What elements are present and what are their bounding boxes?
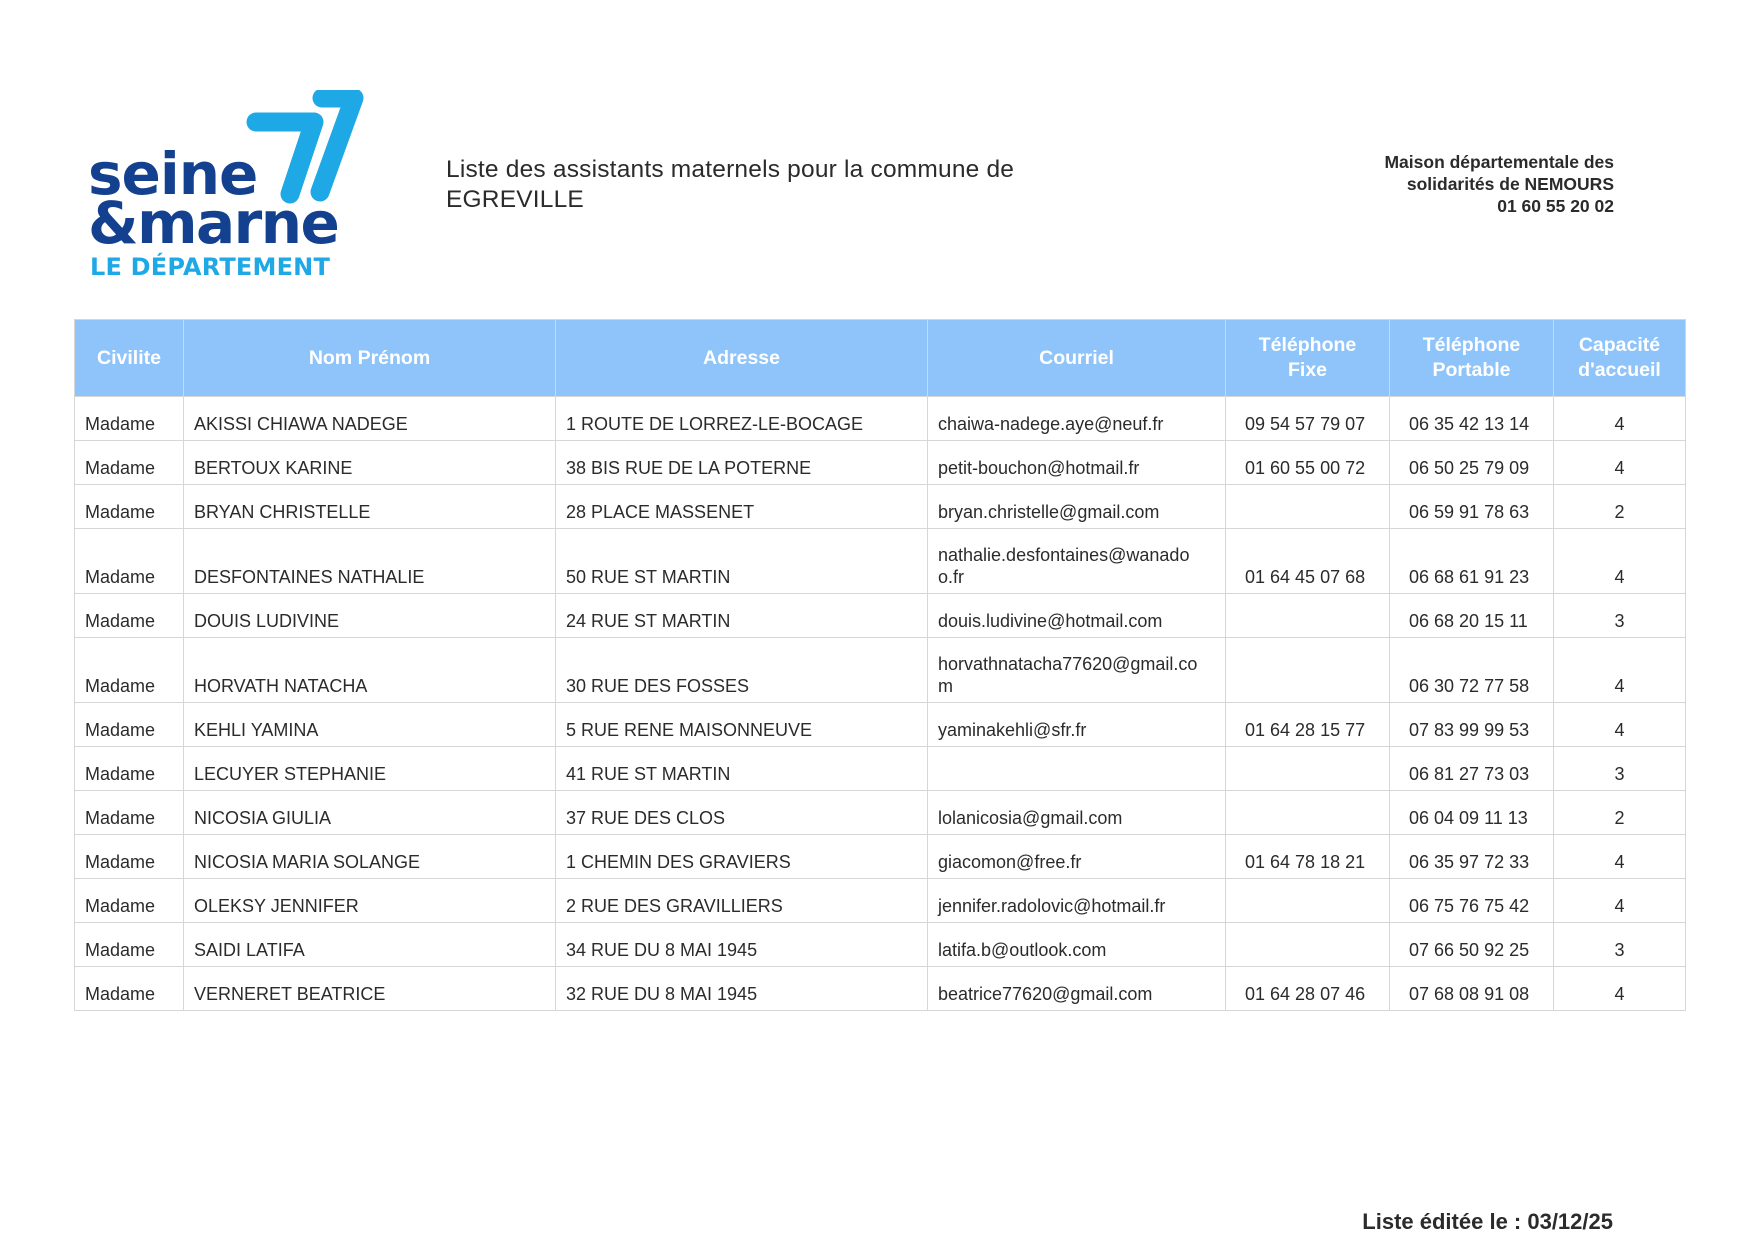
cell-telephone-portable: 06 04 09 11 13 [1390,791,1554,835]
column-header-capacite [1554,320,1686,397]
cell-adresse: 2 RUE DES GRAVILLIERS [556,879,928,923]
cell-telephone-portable: 06 68 61 91 23 [1390,529,1554,594]
cell-adresse: 1 ROUTE DE LORREZ-LE-BOCAGE [556,397,928,441]
document-title-commune: EGREVILLE [446,186,584,213]
table-row [75,923,1686,967]
cell-civilite: Madame [75,485,184,529]
cell-telephone-fixe [1226,791,1390,835]
column-header-nom-label: Nom Prénom [308,346,431,369]
table-header-row [75,320,1686,397]
table-body [75,397,1686,1011]
office-phone: 01 60 55 20 02 [1497,196,1614,216]
column-header-telephone-portable-line-1: Téléphone [1422,334,1521,356]
cell-capacite: 3 [1554,594,1686,638]
table-row [75,703,1686,747]
column-header-adresse [556,320,928,397]
table-header [75,320,1686,397]
cell-courriel: lolanicosia@gmail.com [928,791,1226,835]
cell-civilite: Madame [75,967,184,1011]
cell-civilite: Madame [75,529,184,594]
table-row [75,791,1686,835]
column-header-telephone-portable [1390,320,1554,397]
cell-civilite: Madame [75,791,184,835]
logo-marne-text: &marne [88,189,339,257]
logo-departement-text: LE DÉPARTEMENT [90,253,331,280]
cell-telephone-fixe: 01 64 45 07 68 [1226,529,1390,594]
cell-telephone-fixe: 01 60 55 00 72 [1226,441,1390,485]
cell-adresse: 32 RUE DU 8 MAI 1945 [556,967,928,1011]
cell-adresse: 24 RUE ST MARTIN [556,594,928,638]
cell-telephone-portable: 06 81 27 73 03 [1390,747,1554,791]
cell-civilite: Madame [75,638,184,703]
column-header-telephone-fixe-line-1: Téléphone [1258,334,1357,356]
cell-courriel: nathalie.desfontaines@wanadoo.fr [928,529,1226,594]
cell-adresse: 38 BIS RUE DE LA POTERNE [556,441,928,485]
cell-capacite: 4 [1554,441,1686,485]
cell-adresse: 50 RUE ST MARTIN [556,529,928,594]
column-header-telephone-fixe [1226,320,1390,397]
cell-capacite: 4 [1554,703,1686,747]
column-header-nom [184,320,556,397]
cell-civilite: Madame [75,879,184,923]
cell-telephone-fixe: 01 64 28 15 77 [1226,703,1390,747]
cell-courriel: chaiwa-nadege.aye@neuf.fr [928,397,1226,441]
list-edited-date: Liste éditée le : 03/12/25 [1362,1209,1613,1234]
cell-courriel: petit-bouchon@hotmail.fr [928,441,1226,485]
cell-adresse: 30 RUE DES FOSSES [556,638,928,703]
seine-et-marne-logo [86,90,376,280]
cell-adresse: 5 RUE RENE MAISONNEUVE [556,703,928,747]
cell-capacite: 4 [1554,879,1686,923]
cell-adresse: 34 RUE DU 8 MAI 1945 [556,923,928,967]
column-header-capacite-line-2: d'accueil [1578,359,1661,381]
cell-courriel [928,747,1226,791]
cell-telephone-fixe [1226,638,1390,703]
department-logo-graphic [86,90,376,280]
cell-adresse: 37 RUE DES CLOS [556,791,928,835]
cell-nom: VERNERET BEATRICE [184,967,556,1011]
cell-telephone-fixe [1226,879,1390,923]
cell-civilite: Madame [75,923,184,967]
cell-nom: OLEKSY JENNIFER [184,879,556,923]
cell-nom: LECUYER STEPHANIE [184,747,556,791]
cell-telephone-fixe [1226,923,1390,967]
cell-telephone-portable: 07 66 50 92 25 [1390,923,1554,967]
column-header-courriel [928,320,1226,397]
cell-capacite: 3 [1554,747,1686,791]
assistants-table [74,319,1686,1011]
cell-capacite: 4 [1554,529,1686,594]
column-header-capacite-line-1: Capacité [1578,334,1661,356]
cell-courriel: latifa.b@outlook.com [928,923,1226,967]
cell-nom: NICOSIA GIULIA [184,791,556,835]
cell-adresse: 28 PLACE MASSENET [556,485,928,529]
table-row [75,529,1686,594]
cell-capacite: 4 [1554,967,1686,1011]
cell-telephone-portable: 06 50 25 79 09 [1390,441,1554,485]
cell-capacite: 3 [1554,923,1686,967]
cell-telephone-fixe: 01 64 28 07 46 [1226,967,1390,1011]
document-title [446,155,1086,215]
cell-adresse: 41 RUE ST MARTIN [556,747,928,791]
cell-civilite: Madame [75,747,184,791]
cell-courriel: beatrice77620@gmail.com [928,967,1226,1011]
cell-telephone-fixe [1226,747,1390,791]
cell-telephone-portable: 06 68 20 15 11 [1390,594,1554,638]
cell-civilite: Madame [75,835,184,879]
cell-capacite: 4 [1554,638,1686,703]
cell-civilite: Madame [75,594,184,638]
office-name-line-2: solidarités de NEMOURS [1406,174,1614,194]
cell-telephone-portable: 06 35 97 72 33 [1390,835,1554,879]
cell-nom: AKISSI CHIAWA NADEGE [184,397,556,441]
cell-courriel: jennifer.radolovic@hotmail.fr [928,879,1226,923]
document-title-line-1: Liste des assistants maternels pour la commune de [446,156,1015,183]
cell-civilite: Madame [75,703,184,747]
assistants-table-wrapper [74,319,1685,1011]
table-row [75,594,1686,638]
cell-civilite: Madame [75,397,184,441]
cell-nom: BRYAN CHRISTELLE [184,485,556,529]
column-header-civilite [75,320,184,397]
table-row [75,747,1686,791]
office-contact-block [1384,151,1614,217]
cell-nom: HORVATH NATACHA [184,638,556,703]
cell-courriel: giacomon@free.fr [928,835,1226,879]
cell-telephone-fixe: 09 54 57 79 07 [1226,397,1390,441]
table-row [75,967,1686,1011]
cell-courriel: douis.ludivine@hotmail.com [928,594,1226,638]
cell-telephone-portable: 06 35 42 13 14 [1390,397,1554,441]
column-header-telephone-fixe-line-2: Fixe [1287,359,1328,381]
cell-telephone-portable: 06 30 72 77 58 [1390,638,1554,703]
cell-courriel: bryan.christelle@gmail.com [928,485,1226,529]
cell-nom: DESFONTAINES NATHALIE [184,529,556,594]
column-header-courriel-label: Courriel [1039,346,1114,369]
cell-nom: KEHLI YAMINA [184,703,556,747]
cell-nom: SAIDI LATIFA [184,923,556,967]
cell-capacite: 4 [1554,835,1686,879]
table-row [75,397,1686,441]
office-name-line-1: Maison départementale des [1384,152,1614,172]
cell-telephone-portable: 07 83 99 99 53 [1390,703,1554,747]
cell-nom: NICOSIA MARIA SOLANGE [184,835,556,879]
cell-adresse: 1 CHEMIN DES GRAVIERS [556,835,928,879]
cell-capacite: 2 [1554,791,1686,835]
cell-capacite: 2 [1554,485,1686,529]
table-row [75,485,1686,529]
cell-telephone-fixe: 01 64 78 18 21 [1226,835,1390,879]
column-header-civilite-label: Civilite [97,346,161,369]
cell-telephone-fixe [1226,594,1390,638]
cell-capacite: 4 [1554,397,1686,441]
table-row [75,441,1686,485]
cell-courriel: horvathnatacha77620@gmail.com [928,638,1226,703]
logo-seine-text: seine [88,140,258,208]
cell-telephone-portable: 07 68 08 91 08 [1390,967,1554,1011]
cell-nom: DOUIS LUDIVINE [184,594,556,638]
cell-telephone-portable: 06 59 91 78 63 [1390,485,1554,529]
cell-telephone-portable: 06 75 76 75 42 [1390,879,1554,923]
table-row [75,879,1686,923]
column-header-adresse-label: Adresse [703,346,780,369]
table-row [75,835,1686,879]
cell-telephone-fixe [1226,485,1390,529]
cell-courriel: yaminakehli@sfr.fr [928,703,1226,747]
cell-civilite: Madame [75,441,184,485]
column-header-telephone-portable-line-2: Portable [1432,359,1511,381]
table-row [75,638,1686,703]
cell-nom: BERTOUX KARINE [184,441,556,485]
